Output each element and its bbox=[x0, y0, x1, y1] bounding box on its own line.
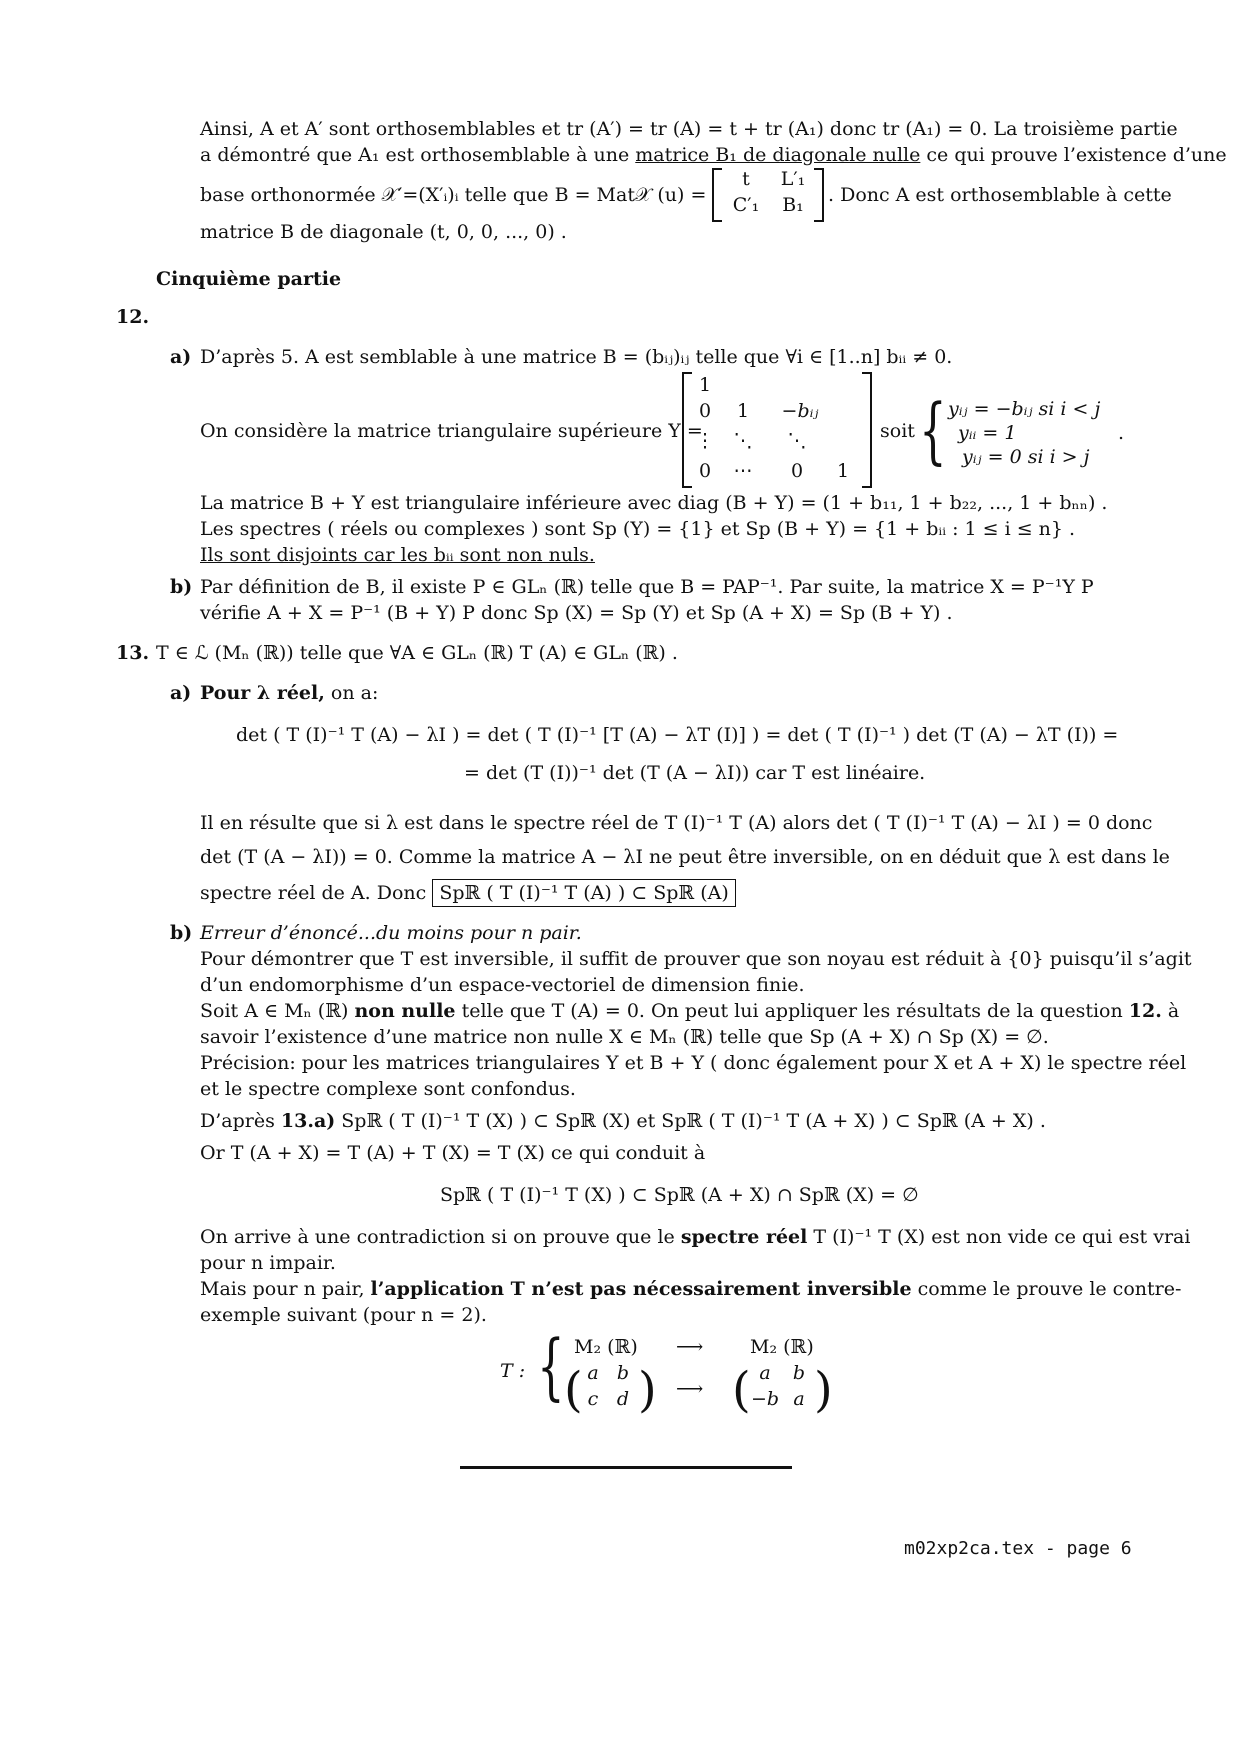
matrix-cell: a bbox=[587, 1362, 599, 1384]
subquestion-label: b) bbox=[170, 922, 193, 944]
matrix-cell: 0 bbox=[698, 400, 712, 422]
brace-symbol: { bbox=[537, 1324, 565, 1408]
subquestion-label: a) bbox=[170, 682, 192, 704]
map-arrow: ⟶ bbox=[676, 1378, 704, 1400]
matrix-cell: 1 bbox=[736, 400, 750, 422]
text-line: base orthonormée 𝒳′=(X′ᵢ)ᵢ telle que B = Mat𝒳 (u) = bbox=[200, 184, 707, 206]
map-codomain: M₂ (ℝ) bbox=[750, 1336, 814, 1358]
bold-text: spectre réel bbox=[680, 1226, 808, 1248]
text-span: telle que T (A) = 0. On peut lui appliquer les résultats de la question bbox=[455, 1000, 1129, 1022]
text-line bbox=[200, 142, 1227, 168]
system-line: yᵢⱼ = 0 si i > j bbox=[962, 446, 1090, 468]
text-span: T (I)⁻¹ T (X) est non vide ce qui est vrai bbox=[807, 1226, 1191, 1248]
matrix-cell: C′₁ bbox=[732, 194, 760, 216]
text-span: Mais pour n pair, bbox=[200, 1278, 371, 1300]
text-line: et le spectre complexe sont confondus. bbox=[200, 1078, 576, 1100]
text-span: D’après bbox=[200, 1110, 281, 1132]
matrix-cell: a bbox=[759, 1362, 771, 1384]
text-line bbox=[200, 1108, 1046, 1134]
subquestion-label: a) bbox=[170, 346, 192, 368]
matrix-cell: ⋮ bbox=[695, 430, 715, 452]
question-number: 13. bbox=[116, 642, 150, 664]
matrix-cell: 0 bbox=[698, 460, 712, 482]
bold-text: 12. bbox=[1128, 1000, 1162, 1022]
paren-right: ) bbox=[638, 1362, 657, 1418]
text-line bbox=[200, 1224, 1190, 1250]
text-line: . Donc A est orthosemblable à cette bbox=[828, 184, 1172, 206]
text-span: On arrive à une contradiction si on prouve que le bbox=[200, 1226, 681, 1248]
matrix-cell: c bbox=[587, 1388, 599, 1410]
equation-line: = det (T (I))⁻¹ det (T (A − λI)) car T est linéaire. bbox=[464, 762, 926, 784]
text-line: Pour démontrer que T est inversible, il suffit de prouver que son noyau est réduit à {0} puisqu’il s’agit bbox=[200, 948, 1192, 970]
text-line: Précision: pour les matrices triangulaires Y et B + Y ( donc également pour X et A + X) le spectre réel bbox=[200, 1052, 1187, 1074]
text-line: savoir l’existence d’une matrice non nulle X ∈ Mₙ (ℝ) telle que Sp (A + X) ∩ Sp (X) = ∅. bbox=[200, 1026, 1049, 1048]
text-line bbox=[200, 998, 1179, 1024]
text-line: Or T (A + X) = T (A) + T (X) = T (X) ce qui conduit à bbox=[200, 1142, 706, 1164]
text-line bbox=[200, 680, 378, 706]
text-line: vérifie A + X = P⁻¹ (B + Y) P donc Sp (X) = Sp (Y) et Sp (A + X) = Sp (B + Y) . bbox=[200, 602, 953, 624]
text-span: comme le prouve le contre- bbox=[911, 1278, 1182, 1300]
matrix-cell: ⋱ bbox=[733, 430, 753, 452]
matrix-cell: b bbox=[616, 1362, 630, 1384]
matrix-cell: −bᵢⱼ bbox=[781, 400, 819, 422]
map-label: T : bbox=[500, 1360, 526, 1382]
matrix-cell: ⋯ bbox=[733, 460, 753, 482]
italic-note: Erreur d’énoncé...du moins pour n pair. bbox=[200, 922, 582, 944]
separator-rule bbox=[460, 1466, 792, 1469]
text-line: Les spectres ( réels ou complexes ) sont Sp (Y) = {1} et Sp (B + Y) = {1 + bᵢᵢ : 1 ≤ i ≤ n} . bbox=[200, 518, 1076, 540]
section-title: Cinquième partie bbox=[156, 268, 342, 290]
text-line: Par définition de B, il existe P ∈ GLₙ (ℝ) telle que B = PAP⁻¹. Par suite, la matrice X = P⁻¹Y P bbox=[200, 576, 1094, 598]
matrix-cell: ⋱ bbox=[787, 430, 807, 452]
text-line: det (T (A − λI)) = 0. Comme la matrice A − λI ne peut être inversible, on en déduit que λ est dans le bbox=[200, 846, 1170, 868]
text-line: exemple suivant (pour n = 2). bbox=[200, 1304, 487, 1326]
matrix-cell: B₁ bbox=[782, 194, 804, 216]
text-span: on a: bbox=[324, 682, 379, 704]
paren-left: ( bbox=[732, 1362, 751, 1418]
matrix-cell: a bbox=[793, 1388, 805, 1410]
matrix-cell: d bbox=[616, 1388, 630, 1410]
bold-text: non nulle bbox=[354, 1000, 456, 1022]
map-domain: M₂ (ℝ) bbox=[574, 1336, 638, 1358]
matrix-bracket-right bbox=[814, 168, 824, 222]
matrix-cell: t bbox=[742, 168, 750, 190]
text-line: . bbox=[1118, 422, 1125, 444]
matrix-cell: L′₁ bbox=[780, 168, 806, 190]
text-line: pour n impair. bbox=[200, 1252, 336, 1274]
equation-line: Spℝ ( T (I)⁻¹ T (X) ) ⊂ Spℝ (A + X) ∩ Spℝ (X) = ∅ bbox=[440, 1184, 919, 1206]
paren-right: ) bbox=[814, 1362, 833, 1418]
text-span: a démontré que A₁ est orthosemblable à une bbox=[200, 144, 636, 166]
brace-symbol: { bbox=[919, 388, 947, 472]
text-line: Il en résulte que si λ est dans le spectre réel de T (I)⁻¹ T (A) alors det ( T (I)⁻¹ T (A) − λI ) = 0 donc bbox=[200, 812, 1153, 834]
question-number: 12. bbox=[116, 306, 150, 328]
underlined-text: Ils sont disjoints car les bᵢᵢ sont non nuls. bbox=[200, 544, 595, 566]
boxed-result: Spℝ ( T (I)⁻¹ T (A) ) ⊂ Spℝ (A) bbox=[432, 879, 735, 907]
matrix-bracket-right bbox=[862, 372, 872, 488]
text-line: On considère la matrice triangulaire supérieure Y = bbox=[200, 420, 703, 442]
map-arrow: ⟶ bbox=[676, 1336, 704, 1358]
text-span: à bbox=[1161, 1000, 1180, 1022]
text-span: ce qui prouve l’existence d’une bbox=[920, 144, 1227, 166]
equation-line: det ( T (I)⁻¹ T (A) − λI ) = det ( T (I)⁻¹ [T (A) − λT (I)] ) = det ( T (I)⁻¹ ) det (T (A) − λT (I)) = bbox=[236, 724, 1119, 746]
matrix-cell: 1 bbox=[698, 374, 712, 396]
bold-text: Pour λ réel, bbox=[200, 682, 325, 704]
bold-text: 13.a) bbox=[280, 1110, 336, 1132]
text-line: d’un endomorphisme d’un espace-vectoriel de dimension finie. bbox=[200, 974, 805, 996]
text-line bbox=[200, 1276, 1181, 1302]
matrix-cell: −b bbox=[750, 1388, 780, 1410]
matrix-bracket-left bbox=[712, 168, 722, 222]
text-line: La matrice B + Y est triangulaire inférieure avec diag (B + Y) = (1 + b₁₁, 1 + b₂₂, ..., 1 + bₙₙ) . bbox=[200, 492, 1108, 514]
matrix-cell: b bbox=[792, 1362, 806, 1384]
text-line: T ∈ ℒ (Mₙ (ℝ)) telle que ∀A ∈ GLₙ (ℝ) T (A) ∈ GLₙ (ℝ) . bbox=[156, 642, 678, 664]
matrix-bracket-left bbox=[682, 372, 692, 488]
system-line: yᵢᵢ = 1 bbox=[958, 422, 1017, 444]
text-line: matrice B de diagonale (t, 0, 0, ..., 0) . bbox=[200, 221, 567, 243]
text-line: Ainsi, A et A′ sont orthosemblables et tr (A′) = tr (A) = t + tr (A₁) donc tr (A₁) = 0. La troisième partie bbox=[200, 118, 1178, 140]
text-line: soit bbox=[880, 420, 915, 442]
matrix-cell: 1 bbox=[836, 460, 850, 482]
text-span: Spℝ ( T (I)⁻¹ T (X) ) ⊂ Spℝ (X) et Spℝ ( T (I)⁻¹ T (A + X) ) ⊂ Spℝ (A + X) . bbox=[335, 1110, 1046, 1132]
paren-left: ( bbox=[564, 1362, 583, 1418]
matrix-cell: 0 bbox=[790, 460, 804, 482]
page-footer: m02xp2ca.tex - page 6 bbox=[904, 1538, 1132, 1559]
subquestion-label: b) bbox=[170, 576, 193, 598]
system-line: yᵢⱼ = −bᵢⱼ si i < j bbox=[948, 398, 1101, 420]
underlined-text: matrice B₁ de diagonale nulle bbox=[635, 144, 921, 166]
text-span: spectre réel de A. Donc bbox=[200, 882, 427, 904]
text-span: Soit A ∈ Mₙ (ℝ) bbox=[200, 1000, 355, 1022]
text-line bbox=[200, 880, 736, 906]
text-line: D’après 5. A est semblable à une matrice B = (bᵢⱼ)ᵢⱼ telle que ∀i ∈ [1..n] bᵢᵢ ≠ 0. bbox=[200, 346, 953, 368]
bold-text: l’application T n’est pas nécessairement inversible bbox=[370, 1278, 912, 1300]
